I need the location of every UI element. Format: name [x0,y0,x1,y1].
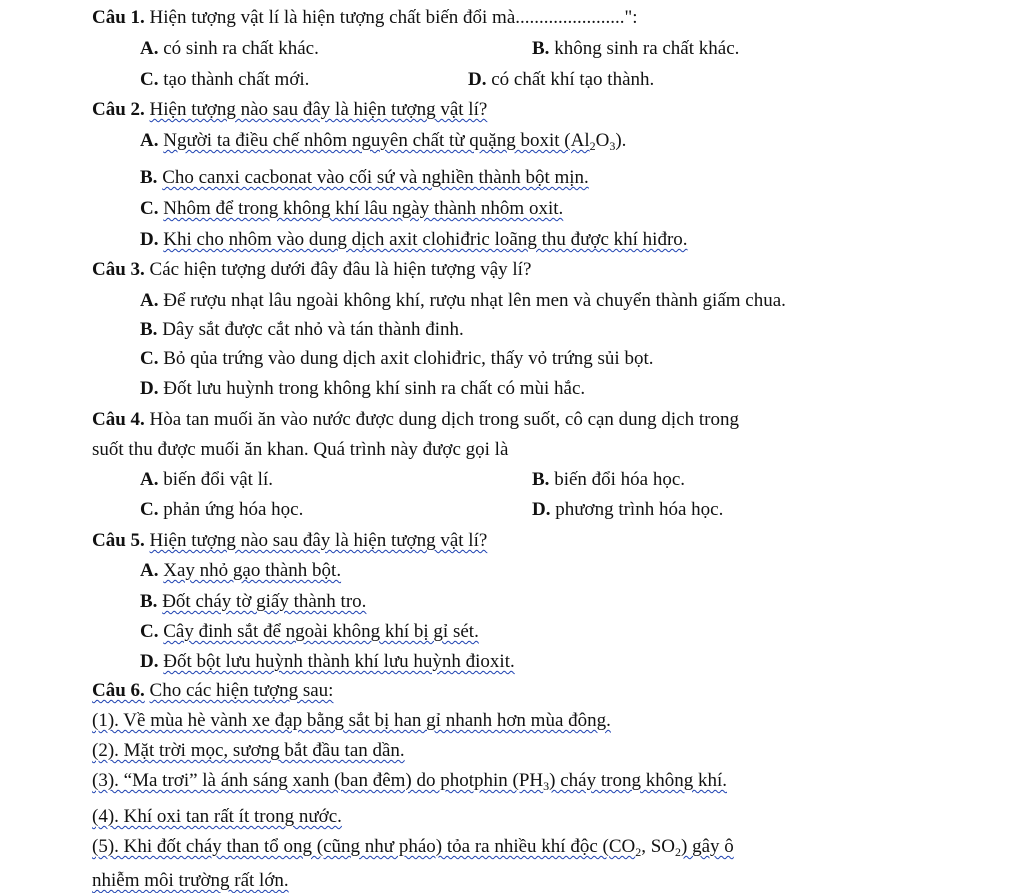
option-text: Đốt lưu huỳnh trong không khí sinh ra chất có mùi hắc. [163,378,586,399]
option-key: B. [140,167,158,188]
option-5b [140,590,366,614]
option-key: B. [140,591,158,612]
option-key: A. [140,560,159,581]
option-text: Đốt bột lưu huỳnh thành khí lưu huỳnh đioxit. [163,651,515,672]
question-label: Câu 6. [92,680,145,701]
option-key: D. [140,651,159,672]
phenomenon-text-part: ) gây ô [681,836,734,857]
question-2 [92,98,487,122]
subscript: 3 [609,139,616,153]
option-text: Xay nhỏ gạo thành bột. [163,560,342,581]
phenomenon-text: (2). Mặt trời mọc, sương bắt đầu tan dần. [92,740,405,761]
option-key: C. [140,499,159,520]
option-text: Người ta điều chế nhôm nguyên chất từ quặng boxit (Al [163,130,590,151]
option-3a [140,289,786,313]
option-5c [140,620,479,644]
option-key: A. [140,130,159,151]
question-5 [92,529,487,553]
phenomenon-2 [92,739,405,763]
subscript: 2 [675,845,682,859]
question-1 [92,6,638,30]
subscript: 2 [589,139,596,153]
option-text: Bỏ qủa trứng vào dung dịch axit clohiđric, thấy vỏ trứng sủi bọt. [163,348,654,369]
option-key: D. [140,229,159,250]
option-text: Để rượu nhạt lâu ngoài không khí, rượu nhạt lên men và chuyển thành giấm chua. [163,290,786,311]
option-text: Đốt cháy tờ giấy thành tro. [162,591,367,612]
phenomenon-text: (4). Khí oxi tan rất ít trong nước. [92,806,342,827]
option-5a [140,559,341,583]
option-key: D. [468,69,487,90]
phenomenon-text: (3). “Ma trơi” là ánh sáng xanh (ban đêm) do photphin (PH [92,770,544,791]
phenomenon-5 [92,835,734,859]
option-key: C. [140,198,159,219]
option-text: phản ứng hóa học. [163,499,304,520]
phenomenon-1 [92,709,611,733]
phenomenon-text: (1). Về mùa hè vành xe đạp bằng sắt bị han gỉ nhanh hơn mùa đông. [92,710,611,731]
option-text: Dây sắt được cắt nhỏ và tán thành đinh. [162,319,464,340]
option-text: biến đổi hóa học. [554,469,686,490]
option-key: B. [532,469,550,490]
option-text-part: ). [615,130,627,151]
option-1d [468,68,654,92]
question-3 [92,258,531,282]
option-text: Cho canxi cacbonat vào cối sứ và nghiền thành bột mịn. [162,167,589,188]
option-5d [140,650,515,674]
phenomenon-text-part: , SO [641,836,676,857]
phenomenon-5-continued [92,869,289,893]
option-key: A. [140,290,159,311]
option-text: Khi cho nhôm vào dung dịch axit clohiđric loãng thu được khí hiđro. [163,229,688,250]
option-2c [140,197,563,221]
question-6 [92,679,333,703]
option-key: C. [140,621,159,642]
phenomenon-text: (5). Khi đốt cháy than tổ ong (cũng như pháo) tỏa ra nhiều khí độc (CO [92,836,636,857]
question-text: Các hiện tượng dưới đây đâu là hiện tượng vậy lí? [149,259,532,280]
option-4b [532,468,685,492]
subscript: 2 [635,845,642,859]
option-2a [140,129,626,153]
subscript: 3 [543,779,550,793]
question-4 [92,408,739,432]
option-key: C. [140,348,159,369]
question-text: Hiện tượng nào sau đây là hiện tượng vật lí? [149,530,488,551]
option-key: D. [532,499,551,520]
option-text: không sinh ra chất khác. [554,38,740,59]
question-text: Hiện tượng nào sau đây là hiện tượng vật lí? [149,99,488,120]
option-3b [140,318,464,342]
option-1b [532,37,739,61]
question-label: Câu 1. [92,7,145,28]
option-4d [532,498,723,522]
phenomenon-3 [92,769,727,793]
question-text: suốt thu được muối ăn khan. Quá trình này được gọi là [92,439,509,460]
option-1c [140,68,309,92]
option-text: có sinh ra chất khác. [163,38,319,59]
option-key: D. [140,378,159,399]
option-key: A. [140,469,159,490]
option-3c [140,347,653,371]
option-text: Nhôm để trong không khí lâu ngày thành nhôm oxit. [163,198,564,219]
option-text: biến đổi vật lí. [163,469,273,490]
question-label: Câu 5. [92,530,145,551]
question-text: Hòa tan muối ăn vào nước được dung dịch trong suốt, cô cạn dung dịch trong [149,409,740,430]
question-label: Câu 3. [92,259,145,280]
option-4a [140,468,273,492]
option-key: C. [140,69,159,90]
phenomenon-4 [92,805,342,829]
option-2d [140,228,688,252]
question-4-continued [92,438,508,462]
option-3d [140,377,585,401]
option-text-part: O [595,130,610,151]
option-2b [140,166,589,190]
phenomenon-text-part: ) cháy trong không khí. [549,770,727,791]
question-text: Hiện tượng vật lí là hiện tượng chất biến đổi mà.......................": [149,7,638,28]
option-text: có chất khí tạo thành. [491,69,655,90]
phenomenon-text: nhiễm môi trường rất lớn. [92,870,289,891]
option-4c [140,498,303,522]
option-key: B. [140,319,158,340]
question-label: Câu 4. [92,409,145,430]
option-1a [140,37,319,61]
option-text: Cây đinh sắt để ngoài không khí bị gỉ sét. [163,621,479,642]
question-text: Cho các hiện tượng sau: [149,680,334,701]
option-text: tạo thành chất mới. [163,69,310,90]
option-key: A. [140,38,159,59]
question-label: Câu 2. [92,99,145,120]
option-key: B. [532,38,550,59]
option-text: phương trình hóa học. [555,499,724,520]
